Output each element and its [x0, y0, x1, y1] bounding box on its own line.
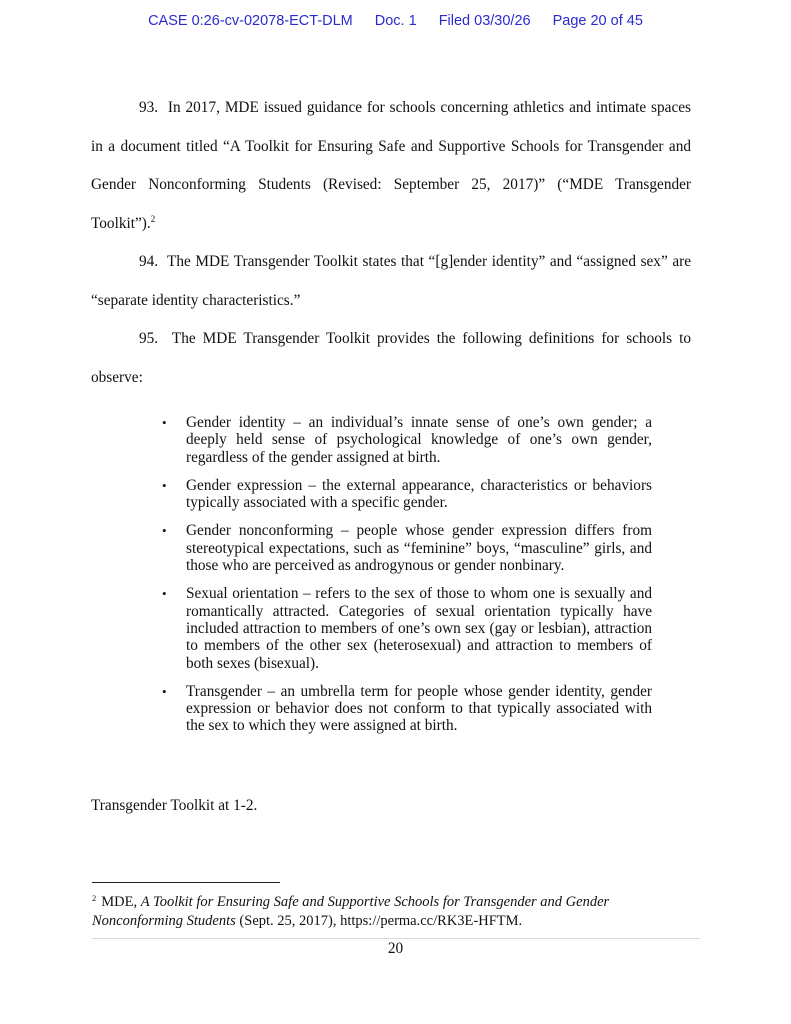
footnote-title: A Toolkit for Ensuring Safe and Supportive Schools for Transgender and Gender Nonconforming Students: [92, 894, 610, 929]
bullet-icon: •: [162, 477, 167, 493]
definitions-list: [162, 414, 652, 746]
definition-text: Gender identity – an individual’s innate sense of one’s own gender; a deeply held sense of psychological knowledge of one’s own gender, regardless of the gender assigned at birth.: [186, 414, 652, 466]
definition-text: Sexual orientation – refers to the sex of those to whom one is sexually and romantically attracted. Categories of sexual orientation typically have included attraction to members of one’s own sex (gay or lesbian), attraction to members of the other sex (heterosexual) and attraction to members of both sexes (bisexual).: [186, 585, 652, 672]
bullet-icon: •: [162, 586, 167, 602]
footnote-prefix: MDE,: [101, 894, 141, 910]
definition-item: [162, 683, 652, 735]
footnote-ref[interactable]: 2: [150, 213, 156, 224]
footer-divider: [92, 938, 700, 939]
definition-item: [162, 585, 652, 671]
bullet-icon: •: [162, 683, 167, 699]
case-number: CASE 0:26-cv-02078-ECT-DLM: [148, 13, 353, 29]
page-indicator: Page 20 of 45: [552, 13, 643, 29]
definition-text: Gender expression – the external appearance, characteristics or behaviors typically associated with a specific gender.: [186, 476, 652, 512]
definition-item: [162, 522, 652, 574]
definition-item: [162, 414, 652, 466]
paragraph-text: The MDE Transgender Toolkit provides the following definitions for schools to observe:: [91, 330, 691, 386]
paragraph-text: The MDE Transgender Toolkit states that “[g]ender identity” and “assigned sex” are “separate identity characteristics.”: [91, 253, 692, 309]
footnote-number: 2: [92, 893, 97, 903]
paragraph-text: In 2017, MDE issued guidance for schools concerning athletics and intimate spaces in a document titled “A Toolkit for Ensuring Safe and Supportive Schools for Transgender and Gender Nonconforming Students (Revised: September 25, 2017)” (“MDE Transgender Toolkit”).: [91, 99, 691, 232]
paragraph-95: [91, 320, 691, 397]
filed-date: Filed 03/30/26: [438, 13, 531, 29]
page-number: 20: [387, 940, 404, 957]
definition-text: Transgender – an umbrella term for people whose gender identity, gender expression or behavior does not conform to that typically associated with the sex to which they were assigned at birth.: [186, 682, 652, 735]
paragraph-number: 95.: [139, 330, 159, 347]
doc-number: Doc. 1: [374, 13, 417, 29]
paragraph-number: 94.: [139, 253, 159, 270]
case-header: [0, 13, 791, 29]
paragraph-93: [91, 89, 691, 243]
definition-item: [162, 477, 652, 512]
paragraph-94: [91, 243, 691, 320]
paragraph-number: 93.: [139, 99, 159, 116]
footnote: [92, 893, 692, 930]
bullet-icon: •: [162, 523, 167, 539]
definition-text: Gender nonconforming – people whose gender expression differs from stereotypical expectations, such as “feminine” boys, “masculine” girls, and those who are perceived as androgynous or gender nonbinary.: [186, 522, 652, 575]
bullet-icon: •: [162, 415, 167, 430]
citation: Transgender Toolkit at 1-2.: [91, 797, 258, 814]
footnote-suffix: (Sept. 25, 2017), https://perma.cc/RK3E-HFTM.: [235, 912, 523, 929]
footnote-separator: [92, 882, 280, 883]
